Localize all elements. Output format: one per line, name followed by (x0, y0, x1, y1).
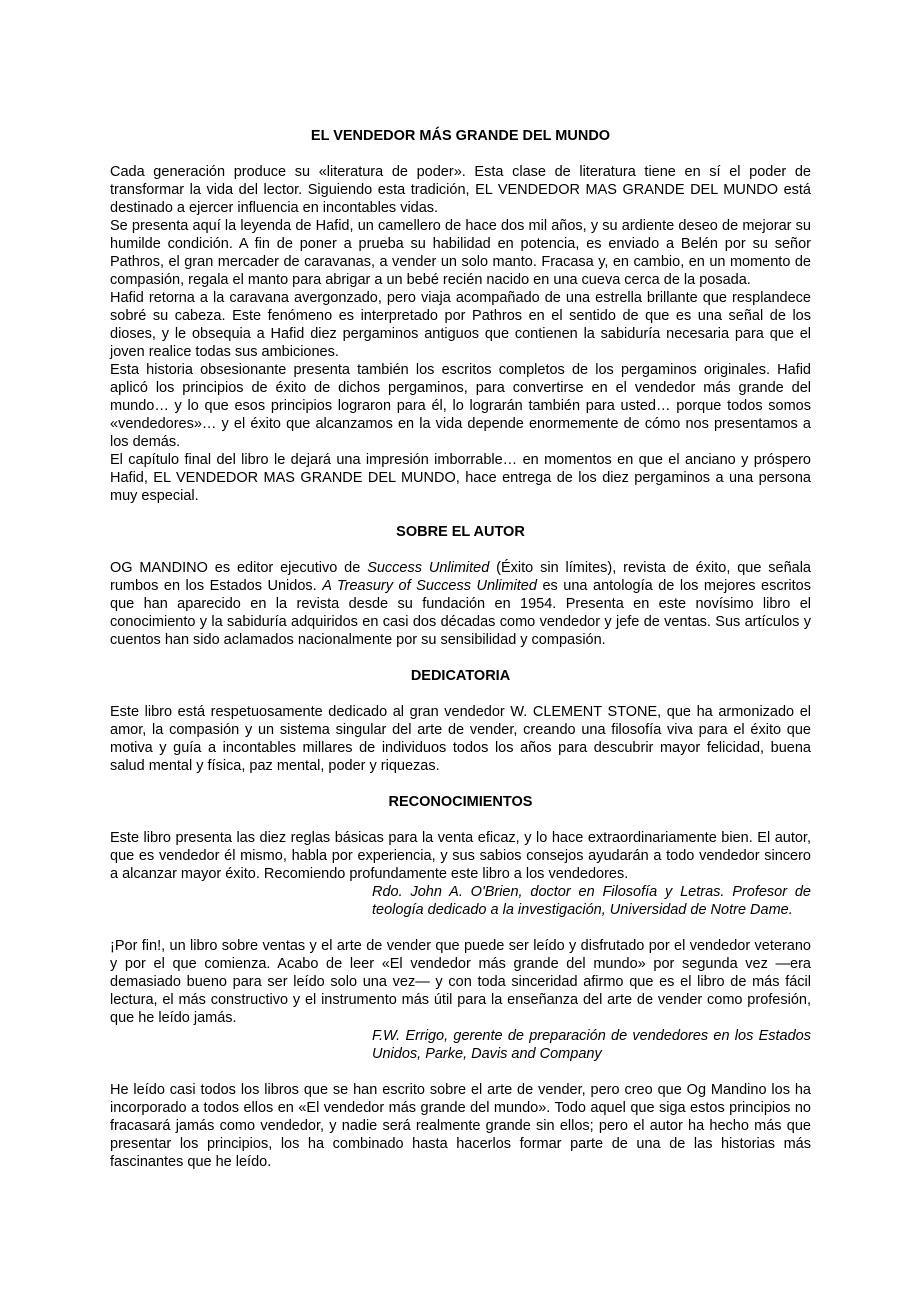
dedication-heading: DEDICATORIA (410, 668, 511, 684)
intro-paragraph: Cada generación produce su «literatura de poder». Esta clase de literatura tiene en sí el poder de transformar la vida del lector. Siguiendo esta tradición, EL VENDEDOR MAS GRANDE DEL MUNDO está destinado a ejercer influencia en incontables vidas. (110, 164, 811, 216)
testimonial-text: He leído casi todos los libros que se han escrito sobre el arte de vender, pero creo que Og Mandino los ha incorporado a todos ellos en «El vendedor más grande del mundo». Todo aquel que siga estos principios no fracasará jamás como vendedor, y nadie será realmente grande sin ellos; pero el autor ha hecho más que presentar los principios, los ha combinado hasta hacerlos formar parte de una de las historias más fascinantes que he leído. (110, 1082, 811, 1170)
acknowledgements-heading: RECONOCIMIENTOS (388, 794, 533, 810)
intro-paragraph: Hafid retorna a la caravana avergonzado, pero viaja acompañado de una estrella brillante que resplandece sobré su cabeza. Este fenómeno es interpretado por Pathros en el sentido de que es una señal de los dioses, y le obsequia a Hafid diez pergaminos antiguos que contienen la sabiduría necesaria para que el joven realice todas sus ambiciones. (110, 290, 811, 360)
intro-paragraph: El capítulo final del libro le dejará una impresión imborrable… en momentos en que el anciano y próspero Hafid, EL VENDEDOR MAS GRANDE DEL MUNDO, hace entrega de los diez pergaminos a una persona muy especial. (110, 452, 811, 504)
testimonial-signature: F.W. Errigo, gerente de preparación de vendedores en los Estados Unidos, Parke, Davis and Company (372, 1028, 811, 1062)
intro-paragraph: Esta historia obsesionante presenta también los escritos completos de los pergaminos originales. Hafid aplicó los principios de éxito de dichos pergaminos, para convertirse en el vendedor más grande del mundo… y lo que esos principios lograron para él, lo lograrán también para usted… porque todos somos «vendedores»… y el éxito que alcanzamos en la vida depende enormemente de cómo nos presentamos a los demás. (110, 362, 811, 450)
author-text: es una antología de los mejores escritos que han aparecido en la revista desde su fundación en 1954. Presenta en este novísimo libro el conocimiento y la sabiduría adquiridos en casi dos décadas como vendedor y jefe de ventas. Sus artículos y cuentos han sido aclamados nacionalmente por su sensibilidad y compasión. (110, 578, 811, 648)
author-text: OG MANDINO es editor ejecutivo de (110, 560, 368, 576)
testimonial-signature: Rdo. John A. O'Brien, doctor en Filosofía y Letras. Profesor de teología dedicado a la investigación, Universidad de Notre Dame. (372, 884, 811, 918)
author-paragraph (110, 559, 811, 649)
testimonial-text: ¡Por fin!, un libro sobre ventas y el arte de vender que puede ser leído y disfrutado por el vendedor veterano y por el que comienza. Acabo de leer «El vendedor más grande del mundo» por segunda vez —era demasiado bueno para ser leído solo una vez— y con toda sinceridad afirmo que es el libro de más fácil lectura, el más constructivo y el instrumento más útil para la enseñanza del arte de vender como profesión, que he leído jamás. (110, 938, 811, 1026)
document-page (110, 127, 811, 1171)
dedication-paragraph: Este libro está respetuosamente dedicado al gran vendedor W. CLEMENT STONE, que ha armonizado el amor, la compasión y un sistema singular del arte de vender, creando una filosofía viva para el éxito que motiva y guía a incontables millares de individuos todos los años para descubrir mayor felicidad, buena salud mental y física, paz mental, poder y riquezas. (110, 704, 811, 774)
anthology-title: A Treasury of Success Unlimited (322, 578, 537, 594)
author-heading: SOBRE EL AUTOR (396, 524, 525, 540)
author-text: (Éxito sin límites), revista de éxito, que señala rumbos en los Estados Unidos. (110, 560, 811, 594)
document-title: EL VENDEDOR MÁS GRANDE DEL MUNDO (310, 128, 611, 144)
magazine-title: Success Unlimited (367, 560, 490, 576)
testimonial-text: Este libro presenta las diez reglas básicas para la venta eficaz, y lo hace extraordinariamente bien. El autor, que es vendedor él mismo, habla por experiencia, y sus sabios consejos ayudarán a todo vendedor sincero a alcanzar mayor éxito. Recomiendo profundamente este libro a los vendedores. (110, 830, 811, 882)
intro-paragraph: Se presenta aquí la leyenda de Hafid, un camellero de hace dos mil años, y su ardiente deseo de mejorar su humilde condición. A fin de poner a prueba su habilidad en potencia, es enviado a Belén por su señor Pathros, el gran mercader de caravanas, a vender un solo manto. Fracasa y, en cambio, en un momento de compasión, regala el manto para abrigar a un bebé recién nacido en una cueva cerca de la posada. (110, 218, 811, 288)
